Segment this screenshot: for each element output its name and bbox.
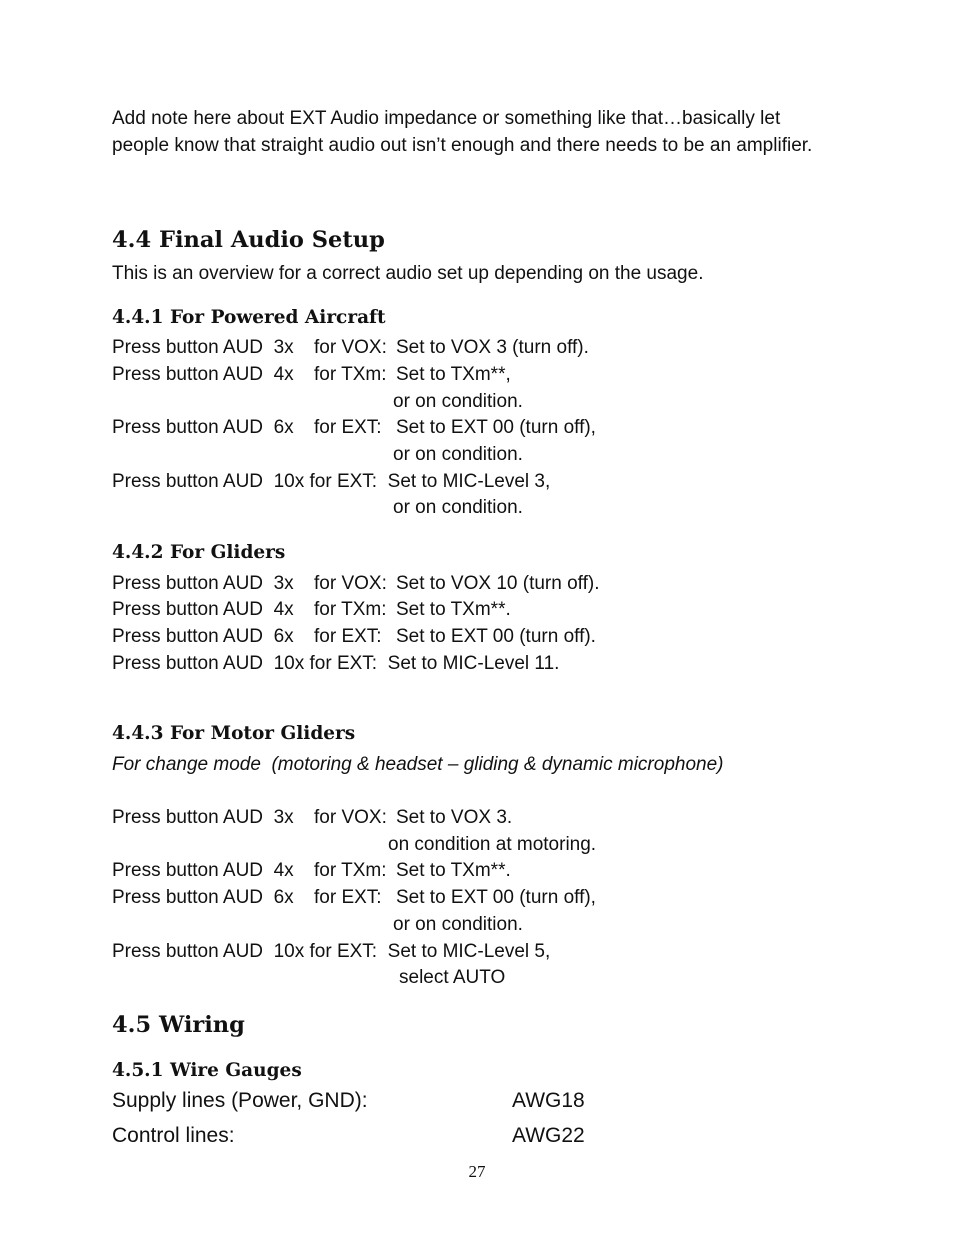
- subsection-title-wire-gauges: 4.5.1 Wire Gauges: [112, 1060, 302, 1081]
- powered-row: Press button AUD 4x for TXm: Set to TXm**,: [112, 364, 511, 385]
- powered-row: Press button AUD 3x for VOX: Set to VOX 3 (turn off).: [112, 337, 589, 358]
- wire-gauge-row: Supply lines (Power, GND): AWG18: [112, 1089, 585, 1112]
- motor-gliders-row-continuation: on condition at motoring.: [388, 834, 597, 855]
- powered-row-continuation: or on condition.: [393, 497, 523, 518]
- motor-gliders-row-continuation: or on condition.: [393, 914, 523, 935]
- gliders-row: Press button AUD 4x for TXm: Set to TXm**.: [112, 599, 511, 620]
- powered-row-continuation: or on condition.: [393, 444, 523, 465]
- gliders-row: Press button AUD 6x for EXT: Set to EXT 00 (turn off).: [112, 626, 596, 647]
- motor-gliders-row-continuation: select AUTO: [399, 967, 506, 988]
- gliders-row: Press button AUD 3x for VOX: Set to VOX 10 (turn off).: [112, 573, 600, 594]
- subsection-title-motor-gliders: 4.4.3 For Motor Gliders: [112, 723, 356, 744]
- motor-gliders-row: Press button AUD 10x for EXT: Set to MIC-Level 5,: [112, 941, 551, 962]
- section-subtitle: This is an overview for a correct audio set up depending on the usage.: [112, 263, 704, 284]
- motor-gliders-row: Press button AUD 4x for TXm: Set to TXm**.: [112, 860, 511, 881]
- intro-note: Add note here about EXT Audio impedance or something like that…basically let people know that straight audio out isn’t enough and there needs to be an amplifier.: [112, 108, 813, 156]
- motor-gliders-row: Press button AUD 6x for EXT: Set to EXT 00 (turn off),: [112, 887, 596, 908]
- powered-row: Press button AUD 10x for EXT: Set to MIC-Level 3,: [112, 471, 551, 492]
- powered-row-continuation: or on condition.: [393, 391, 523, 412]
- wire-gauge-row: Control lines: AWG22: [112, 1124, 585, 1147]
- gliders-row: Press button AUD 10x for EXT: Set to MIC-Level 11.: [112, 653, 560, 674]
- motor-gliders-row: Press button AUD 3x for VOX: Set to VOX 3.: [112, 807, 513, 828]
- section-title-wiring: 4.5 Wiring: [112, 1012, 245, 1038]
- section-title-final-audio-setup: 4.4 Final Audio Setup: [112, 227, 385, 253]
- powered-row: Press button AUD 6x for EXT: Set to EXT 00 (turn off),: [112, 417, 596, 438]
- subsection-title-powered: 4.4.1 For Powered Aircraft: [112, 307, 386, 328]
- page-number: 27: [468, 1162, 486, 1181]
- mode-note: For change mode (motoring & headset – gliding & dynamic microphone): [112, 754, 724, 775]
- subsection-title-gliders: 4.4.2 For Gliders: [112, 542, 286, 563]
